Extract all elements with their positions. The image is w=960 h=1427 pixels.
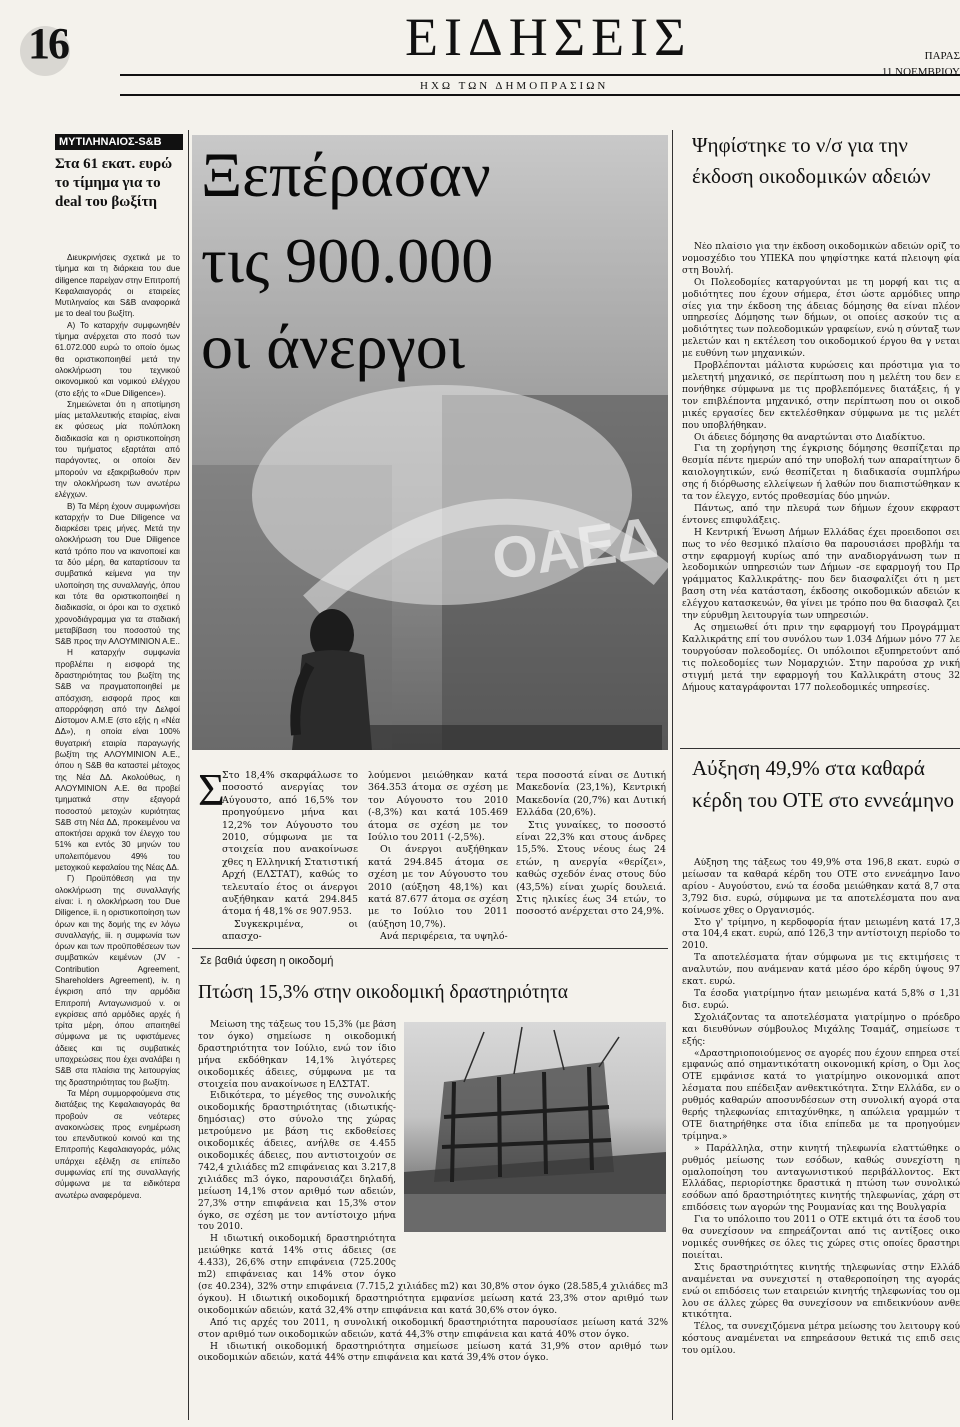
right-article2-headline: Αύξηση 49,9% στα καθαρά κέρδη του ΟΤΕ στο εννεάμηνο (692, 756, 955, 812)
left-paragraph: Β) Τα Μέρη έχουν συμφωνήσει καταρχήν το Due Diligence να διαρκέσει τρεις μήνες. Μετά την ολοκλήρωση του Due Diligence κατά τρόπο που να ικανοποιεί και τα δύο μέρη, θα καταρτίσουν τα συμβατικά κείμενα για την υλοποίηση της συναλλαγής, όπου και τότε θα οριστικοποιηθεί η διαδικασία, οι όροι και το σχετικό χρονοδιάγραμμα για τα σταδιακή μεταβίβαση του ποσοστού της S&B προς την ΑΛΟΥΜΙΝΙΟΝ Α.Ε.. (55, 501, 180, 647)
construction-paragraph: Η ιδιωτική οικοδομική δραστηριότητα μειώθηκε κατά 14% στις άδειες (σε 4.433), 26,6% στην επιφάνεια (725.200ς m2) επιφάνειας και 14% στον όγκο (198, 1234, 396, 1280)
left-paragraph: Α) Το καταρχήν συμφωνηθέν τίμημα ανέρχεται στο ποσό των 61.072.000 ευρώ το οποίο όμως θα οριστικοποιηθεί μετά την ολοκλήρωση του τεχνικού οικονομικού και νομικού ελέγχου (στο εξής το «Due Diligence»). (55, 320, 180, 398)
construction-paragraph: (σε 40.234), 32% στην επιφάνεια (7.715,2 χιλιάδες m2) και 30,8% στον όγκο (28.585,4 χιλιάδες m3 όγκου). Η ιδιωτική οικοδομική δραστηριότητα εμφανίσε μείωση κατά 23,3% στον αριθμό των οικοδομικών αδειών, κατά 32,4% στην επιφάνεια και κατά 30,6% στον όγκο. (198, 1282, 668, 1316)
column-divider-right (672, 130, 673, 1420)
main-headline-line: Ξεπέρασαν (201, 139, 491, 210)
right-paragraph: Η Κεντρική Ένωση Δήμων Ελλάδας έχει προειδοποι σει πως το νέο θεσμικό πλαίσιο θα παρουσιάσει προβλήμ τα στην εφαρμογή κυρίως από την αναδιοργάνωση των π λεοδομικών υπηρεσιών των Δήμων -σε εφαρμογή του Πρ γράμματος Καλλικράτης- που δεν διασφαλίζει ότι η μετ βαση στη νέα κατάσταση, έκδοσης οικοδομικών αδειών κ ελέγχου κατασκευών, θα γίνει με τρόπο που θα διασφαλ ζει την εύρυθμη λειτουργία των υπηρεσιών. (682, 527, 960, 622)
main-headline-line: οι άνεργοι (201, 311, 465, 382)
main-article-column-3 (516, 770, 666, 919)
photo-sign-text: ΟΑΕΔ (488, 504, 662, 593)
masthead-rule-bottom (120, 94, 960, 96)
left-article-headline: Στα 61 εκατ. ευρώ το τίμημα για το deal του βωξίτη (55, 156, 173, 210)
left-paragraph: Τα Μέρη συμμορφούμενα στις διατάξεις της Κεφαλαιαγοράς θα προβούν σε νεότερες ανακοινώσεις προς ενημέρωση του επενδυτικού κοινού και της Επιτροπής Κεφαλαιαγοράς, μόλις υπάρχει εξέλιξη σε επίπεδο συμφωνίας επί της συναλλαγής σύμφωνα με τα ειδικότερα ανωτέρω αναφερόμενα. (55, 1088, 180, 1200)
page-number: 16 (28, 19, 68, 68)
right-paragraph: Προβλέπονται μάλιστα κυρώσεις και πρόστιμα για το μελετητή μηχανικό, σε περίπτωση που η μελέτη του δεν ε πονήθηκε σύμφωνα με τις προβλεπόμενες διατάξεις, ή γ τον επιβλέποντα μηχανικό, στην περίπτωση που οι οικοδ μικές εργασίες δεν εκτελέσθηκαν σύμφωνα με τις μελέτ που υποβλήθηκαν. (682, 361, 960, 431)
main-paragraph: Ανά περιφέρεια, τα υψηλό- (380, 931, 508, 943)
main-paragraph: Οι άνεργοι αυξήθηκαν κατά 294.845 άτομα σε σχέση με τον Αύγουστο του 2010 (αύξηση 48,1%) και κατά 87.677 άτομα σε σχέση με το Ιούλιο του 2011 (αύξηση 10,7%). (368, 844, 508, 930)
right-section-rule (680, 748, 960, 749)
left-article-tag: ΜΥΤΙΛΗΝΑΙΟΣ-S&B (55, 134, 183, 150)
right-paragraph: Οι άδειες δόμησης θα αναρτώνται στο Διαδίκτυο. (694, 432, 926, 443)
right-paragraph: Για το υπόλοιπο του 2011 ο ΟΤΕ εκτιμά ότι τα έσοδ του θα συνεχίσουν να επηρεάζονται από τις αντίξοες οικο νομικές συνθήκες σε όλες τις χώρες στις οποίες δραστηρι ποιείται. (682, 1215, 960, 1261)
main-article-column-1 (222, 770, 358, 944)
right-paragraph: Πάντως, από την πλευρά των δήμων έχουν εκφραστ έντονες επιφυλάξεις. (682, 503, 960, 526)
masthead (0, 0, 960, 100)
section-rule (192, 948, 668, 949)
column-divider-left (188, 130, 189, 1420)
main-paragraph: τερα ποσοστά είναι σε Δυτική Μακεδονία (23,1%), Κεντρική Μακεδονία (20,7%) και Δυτική Ελλάδα (20,6%). (516, 770, 666, 819)
construction-paragraph: Ειδικότερα, το μέγεθος της συνολικής οικοδομικής δραστηριότητας (ιδιωτικής-δημόσιας) στο σύνολο της χώρας μετρούμενο με βάση τις εκδοθείσες οικοδομικές άδειες, ανήλθε σε 4.455 οικοδομικές άδειες, που αντιστοιχούν σε 742,4 χιλιάδες m2 επιφάνειας και 3.217,8 χιλιάδες m3 όγκο, παρουσιάζει δηλαδή, μείωση 14,1% στον αριθμό των αδειών, 27,3% στην επιφάνεια και 15,3% στον όγκο, σε σχέση με τον αντίστοιχο μήνα του 2010. (198, 1091, 396, 1233)
issue-date-day: ΠΑΡΑΣ (924, 50, 960, 62)
main-headline-line: τις 900.000 (201, 225, 494, 296)
right-paragraph: Νέο πλαίσιο για την έκδοση οικοδομικών αδειών ορίζ το νομοσχέδιο του ΥΠΕΚΑ που ψηφίστηκε κατά πλειοψη φία στη Βουλή. (682, 242, 960, 276)
right-paragraph: Τα έσοδα γιατρίμηνο ήταν μειωμένα κατά 5,8% σ 1,31 δισ. ευρώ. (682, 988, 960, 1011)
issue-date-month: 11 ΝΟΕΜΒΡΙΟΥ (881, 66, 960, 78)
main-paragraph: Στο 18,4% σκαρφάλωσε το ποσοστό ανεργίας τον Αύγουστο, από 16,5% τον προηγούμενο μήνα και 12,2% τον Αύγουστο του 2010, σύμφωνα με τα στοιχεία που ανακοίνωσε χθες η Ελληνική Στατιστική Αρχή (ΕΛΣΤΑΤ), καθώς το τελευταίο έτος οι άνεργοι αυξήθηκαν κατά 294.845 άτομα ή 48,1% σε 907.953. (222, 770, 358, 918)
main-paragraph: λούμενοι μειώθηκαν κατά 364.353 άτομα σε σχέση με τον Αύγουστο του 2010 (-8,3%) και κατά 105.469 άτομα σε σχέση με τον Ιούλιο του 2011 (-2,5%). (368, 770, 508, 844)
construction-paragraph: Μείωση της τάξεως του 15,3% (με βάση τον όγκο) σημείωσε η οικοδομική δραστηριότητα τον Ιούλιο, ενώ τον ίδιο μήνα εκδόθηκαν 14,1% λιγότερες οικοδομικές άδειες, σύμφωνα με τα στοιχεία που ανακοίνωσε η ΕΛΣΤΑΤ. (198, 1020, 396, 1090)
construction-tag: Σε βαθιά ύφεση η οικοδομή (200, 955, 334, 967)
right-paragraph: Αύξηση της τάξεως του 49,9% στα 196,8 εκατ. ευρώ σ μείωσαν τα καθαρά κέρδη του ΟΤΕ στο εννεάμηνο Ιανο αρίου - Αυγούστου, ενώ τα έσοδα μειώθηκαν κατά 8,7 στα 3,792 δισ. ευρώ, σύμφωνα με τα αποτελέσματα που ανα κοίνωσε χθες ο Οργανισμός. (682, 858, 960, 916)
right-paragraph: Ας σημειωθεί ότι πριν την εφαρμογή του Προγράμματ Καλλικράτης επί του συνόλου των 1.034 Δήμων μόνο 77 λε τουργούσαν πολεοδομίες. Οι υπόλοιποι εξυπηρετούντ από τις πολεοδομίες των Νομαρχιών. Στην παρούσα χρ νική στιγμή μετά την εφαρμογή του Καλλικράτη στους 32 Δήμους καταγράφονται 177 πολεοδομικές υπηρεσίες. (682, 623, 960, 693)
left-paragraph: Η καταρχήν συμφωνία προβλέπει η εισφορά της δραστηριότητας του βωξίτη της S&B να πραγματοποιηθεί με απόσχιση, εισφορά προς και απορρόφηση από την Δελφοί Δίστομον Α.Μ.Ε (στο εξής η «Νέα ΔΔ»), η οποία είναι 100% θυγατρική εταιρία παραγωγής βωξίτη της ΑΛΟΥΜΙΝΙΟΝ Α.Ε., όπου η S&B θα καταστεί μέτοχος της Νέα ΔΔ. Ακολούθως, η ΑΛΟΥΜΙΝΙΟΝ Α.Ε. θα προβεί τμηματικά στην εξαγορά ποσοστού μετοχών κυριότητας S&B στη Νέα ΔΔ, προκειμένου να αποκτήσει αρχικά τον έλεγχο του 51% και εντός 30 μηνών του υπολειπόμενου 49% του μετοχικού κεφαλαίου της Νέας ΔΔ. (55, 648, 180, 873)
section-title: ΕΙΔΗΣΕΙΣ (405, 7, 692, 67)
right-paragraph: Τα αποτελέσματα ήταν σύμφωνα με τις εκτιμήσεις τ αναλυτών, που ανάμεναν κατά μέσο όρο κέρδη ύψους 97 εκατ. ευρώ. (682, 953, 960, 988)
right-article1-headline: Ψηφίστηκε το ν/σ για την έκδοση οικοδομικών αδειών (692, 133, 931, 188)
masthead-rule-top (120, 74, 960, 76)
construction-site-photo (404, 1022, 666, 1232)
left-paragraph: Διευκρινήσεις σχετικά με το τίμημα και τη διάρκεια του due diligence παρείχαν στην Επιτροπή Κεφαλαιαγοράς οι εταιρείες Μυτιληναίος και S&B αναφορικά με το deal του βωξίτη. (55, 253, 180, 319)
main-headline (195, 132, 671, 390)
construction-body-narrow (198, 1020, 396, 1280)
right-paragraph: Οι Πολεοδομίες καταργούνται με τη μορφή και τις α μοδιότητες που έχουν σήμερα, έτσι ώστε αρμόδιες υπηρ σίες για την έκδοση της άδειας δόμησης θα είναι πλέον υπηρεσίες Δόμησης των δήμων, οι οποίες ασκούν τις α μοδιότητες των πολεοδομικών γραφείων, ενώ η σύνταξ των μελετών και η εκτέλεση του οικοδομικού έργου θα γ νεται με ευθύνη των μηχανικών. (682, 277, 960, 360)
right-paragraph: Στο γ' τρίμηνο, η κερδοφορία ήταν μειωμένη κατά 17,3 στα 104,4 εκατ. ευρώ, από 126,3 την αντίστοιχη περίοδο το 2010. (682, 917, 960, 952)
construction-paragraph: Η ιδιωτική οικοδομική δραστηριότητα σημείωσε μείωση κατά 31,9% στον αριθμό των οικοδομικών αδειών, κατά 44% στην επιφάνεια και κατά 39,4% στον όγκο. (198, 1341, 668, 1364)
right-paragraph: Στις δραστηριότητες κινητής τηλεφωνίας στην Ελλάδ αναμένεται να συνεχιστεί η σταθεροποίηση της αγοράς ενώ οι επιδόσεις των εταιρειών κινητής τηλεφωνίας του ομ λου σε άλλες χώρες θα συνεχίσουν να επιδεικνύουν ανθε κτικότητα. (682, 1262, 960, 1321)
newspaper-name: ΗΧΩ ΤΩΝ ΔΗΜΟΠΡΑΣΙΩΝ (420, 80, 609, 92)
left-paragraph: Σημειώνεται ότι η αποτίμηση μίας μεταλλευτικής εταιρίας, είναι εκ φύσεως μία πολύπλοκη διαδικασία και η οριστικοποίηση του τιμήματος εξαρτάται από παράγοντες, οι οποίοι δεν μπορούν να εξακριβωθούν πριν την ολοκλήρωση των ανωτέρω ελέγχων. (55, 399, 180, 500)
right-paragraph: «Δραστηριοποιούμενος σε αγορές που έχουν επηρεα στεί εμφανώς από σημαντικότατη οικονομική κρίση, ο Όμι λος ΟΤΕ εμφάνισε κατά το γιατρίμηνο οικονομικά αποτ λέσματα που επέδειξαν ανθεκτικότητα. Στην Ελλάδα, εν ο ρυθμός καθαρών αποσυνδέσεων στη συνολική αγορά στα θερής τηλεφωνίας επιταχύνθηκε, η απώλεια γραμμών τ ΟΤΕ διατηρήθηκε στα ίδια επίπεδα με τα προηγούμεν τρίμηνα.» (682, 1048, 960, 1142)
left-paragraph: Γ) Προϋπόθεση για την ολοκλήρωση της συναλλαγής είναι: i. η ολοκλήρωση του Due Diligence, ii. η οριστικοποίηση των όρων και της δομής της εν λόγω συναλλαγής, iii. η συμφωνία των όρων και των προϋποθέσεων των συμβατικών κειμένων (JV - Contribution Agreement, Shareholders Agreement), iv. η έγκριση από την αρμόδια Επιτροπή Ανταγωνισμού v. οι εγκρίσεις από αρμόδιες αρχές ή τρίτα μέρη, όπου απαιτηθεί σύμφωνα με τις υφιστάμενες άδειες και τις συμβατικές υποχρεώσεις που έχει αναλάβει η S&B στα πλαίσια της λειτουργίας της δραστηριότητας του βωξίτη. (55, 874, 180, 1087)
construction-body-wide (198, 1282, 668, 1365)
right-paragraph: Για τη χορήγηση της έγκρισης δόμησης θεσπίζεται πρ θεσμία πέντε ημερών από την υποβολή των απαραίτητων δ καιολογητικών, ενώ θεσπίζεται η διαδικασία συμπλήρω σης ή διόρθωσης ελλείψεων ή λαθών που διαπιστώθηκαν κ τα τον έλεγχο, εντός προθεσμίας δύο μηνών. (682, 444, 960, 503)
right-paragraph: » Παράλληλα, στην κινητή τηλεφωνία ελαττώθηκε ο ρυθμός μείωσης των εσόδων, καθώς συνεχίστη η ομαλοποίηση του ανταγωνιστικού περιβάλλοντος. Εκτ Ελλάδας, περιορίστηκε δραστικά η πτώση των συνολικώ εσόδων από δραστηριότητες κινητής τηλεφωνίας, χάρη στ επιδόσεις των αγορών της Ρουμανίας και της Βουλγαρία (682, 1143, 960, 1214)
issue-date (882, 48, 960, 80)
main-paragraph: Στις γυναίκες, το ποσοστό είναι 22,3% και στους άνδρες 15,5%. Στους νέους έως 24 ετών, η ανεργία «θερίζει», καθώς σχεδόν ένας στους δύο (43,5%) είναι χωρίς δουλειά. Στις ηλικίες έως 34 ετών, το ποσοστό ανέρχεται στο 24,9%. (516, 819, 666, 918)
main-paragraph: Συγκεκριμένα, οι απασχο- (222, 918, 358, 943)
right-article2-body (682, 858, 960, 1418)
construction-paragraph: Από τις αρχές του 2011, η συνολική οικοδομική δραστηριότητα παρουσίασε μείωση κατά 32% στον αριθμό των οικοδομικών αδειών, κατά 44,3% στην επιφάνεια και κατά 40% στον όγκο. (198, 1317, 668, 1340)
construction-photo-illustration (404, 1022, 666, 1232)
right-article1-body (682, 242, 960, 747)
right-paragraph: Τέλος, τα συνεχιζόμενα μέτρα μείωσης του λειτουργ κού κόστους αναμένεται να επηρεάσουν θετικά τις επιδ σεις του ομίλου. (682, 1322, 960, 1357)
drop-cap: Σ (198, 764, 225, 815)
main-article-column-2 (368, 770, 508, 944)
right-paragraph: Σχολιάζοντας τα αποτελέσματα γιατρίμηνο ο πρόεδρο και διευθύνων σύμβουλος Μιχάλης Τσαμάζ, σημείωσε τ εξής: (682, 1012, 960, 1047)
construction-headline: Πτώση 15,3% στην οικοδομική δραστηριότητα (198, 982, 568, 1003)
left-article-body (55, 252, 180, 1420)
